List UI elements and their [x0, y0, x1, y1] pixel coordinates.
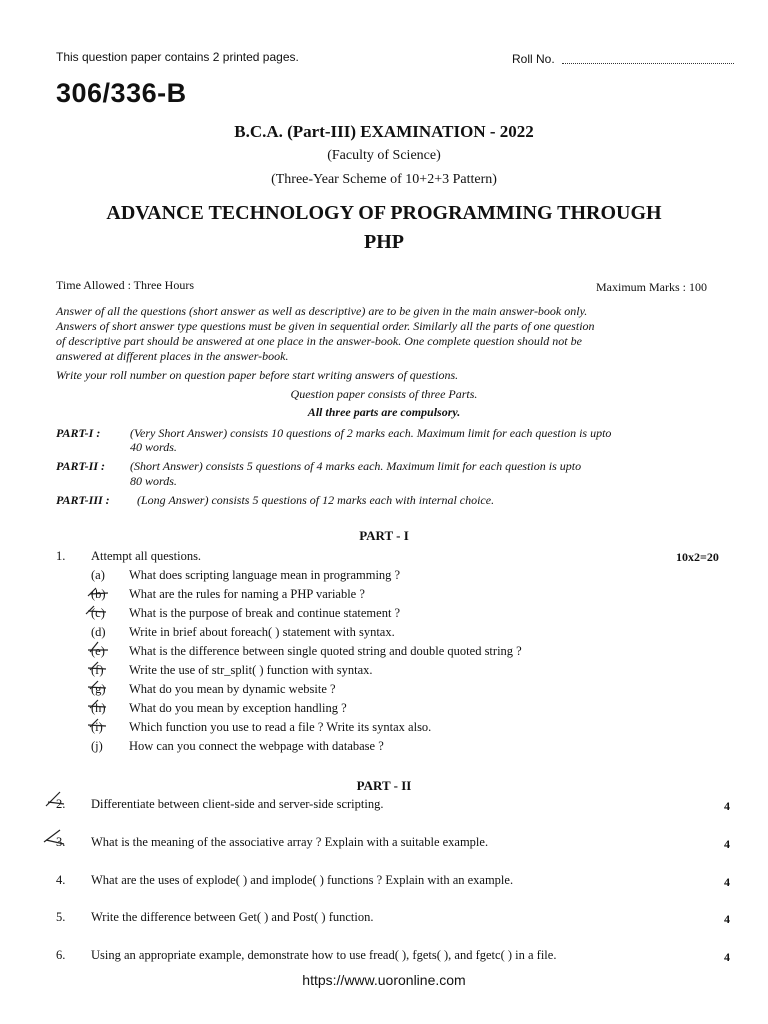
subject-title-line1: ADVANCE TECHNOLOGY OF PROGRAMMING THROUGH: [106, 202, 662, 224]
part2-heading: PART - II: [356, 778, 412, 793]
question-text: Write the difference between Get( ) and Post( ) function.: [91, 910, 374, 924]
sub-question-text: What does scripting language mean in programming ?: [129, 568, 401, 582]
question-text: What are the uses of explode( ) and implode( ) functions ? Explain with an example.: [91, 873, 514, 887]
parts-compulsory: All three parts are compulsory.: [307, 405, 461, 419]
exam-title: B.C.A. (Part-III) EXAMINATION - 2022: [234, 122, 534, 141]
part1-desc-line: (Very Short Answer) consists 10 questions of 2 marks each. Maximum limit for each question is upto: [130, 426, 612, 440]
part2-desc-line: 80 words.: [130, 474, 177, 488]
time-allowed: Time Allowed : Three Hours: [56, 278, 194, 292]
sub-question-label: (a): [91, 568, 105, 582]
handwritten-marks: [40, 790, 70, 850]
question-marks: 4: [724, 799, 730, 813]
part2-label: PART-II :: [56, 459, 106, 473]
part1-heading: PART - I: [359, 528, 409, 543]
question-text: What is the meaning of the associative array ? Explain with a suitable example.: [91, 835, 489, 849]
question-number: 4.: [56, 873, 66, 887]
question-marks: 4: [724, 837, 730, 851]
footer-url: https://www.uoronline.com: [302, 972, 466, 988]
scheme-line: (Three-Year Scheme of 10+2+3 Pattern): [271, 172, 497, 187]
instruction-line: of descriptive part should be answered at one place in the answer-book. One complete question should not be: [56, 334, 582, 348]
sub-question-text: What is the difference between single quoted string and double quoted string ?: [129, 644, 522, 658]
question-text: Differentiate between client-side and server-side scripting.: [91, 797, 384, 811]
maximum-marks: Maximum Marks : 100: [596, 280, 707, 294]
instruction-line: answered at different places in the answer-book.: [56, 349, 289, 363]
faculty-line: (Faculty of Science): [327, 148, 441, 163]
pages-note: This question paper contains 2 printed pages.: [56, 50, 299, 64]
part3-label: PART-III :: [56, 493, 110, 507]
question-marks: 4: [724, 875, 730, 889]
sub-question-text: Write the use of str_split( ) function with syntax.: [129, 663, 373, 677]
subject-title-line2: PHP: [364, 231, 404, 253]
instruction-line: Answer of all the questions (short answer as well as descriptive) are to be given in the main answer-book only.: [56, 304, 588, 318]
parts-count: Question paper consists of three Parts.: [290, 387, 478, 401]
sub-question-label: (f): [91, 663, 104, 677]
instruction-line: Answers of short answer type questions must be given in sequential order. Similarly all the parts of one question: [56, 319, 595, 333]
part3-desc-line: (Long Answer) consists 5 questions of 12 marks each with internal choice.: [137, 493, 495, 507]
question-number: 5.: [56, 910, 66, 924]
sub-question-label: (b): [91, 587, 106, 601]
handwritten-marks: [84, 584, 114, 744]
sub-question-label: (j): [91, 739, 103, 753]
sub-question-text: Which function you use to read a file ? Write its syntax also.: [129, 720, 432, 734]
question-marks: 4: [724, 950, 730, 964]
sub-question-label: (d): [91, 625, 106, 639]
sub-question-text: What is the purpose of break and continue statement ?: [129, 606, 401, 620]
instruction-roll: Write your roll number on question paper before start writing answers of questions.: [56, 368, 459, 382]
question-marks: 10x2=20: [676, 550, 719, 564]
sub-question-label: (g): [91, 682, 106, 696]
roll-number-label: [512, 52, 734, 66]
sub-question-label: (e): [91, 644, 105, 658]
sub-question-label: (c): [91, 606, 105, 620]
roll-label: Roll No.: [512, 52, 555, 66]
part1-desc-line: 40 words.: [130, 440, 177, 454]
paper-code: 306/336-B: [56, 78, 187, 108]
roll-number-blank: [562, 63, 734, 64]
question-number: 1.: [56, 549, 66, 563]
sub-question-label: (i): [91, 720, 103, 734]
question-text: Using an appropriate example, demonstrate how to use fread( ), fgets( ), and fgetc( ) in a file.: [91, 948, 557, 962]
sub-question-text: How can you connect the webpage with database ?: [129, 739, 384, 753]
question-text: Attempt all questions.: [91, 549, 202, 563]
question-marks: 4: [724, 912, 730, 926]
question-number: 2.: [56, 797, 66, 811]
sub-question-text: What are the rules for naming a PHP variable ?: [129, 587, 365, 601]
question-number: 6.: [56, 948, 66, 962]
sub-question-text: What do you mean by dynamic website ?: [129, 682, 336, 696]
question-number: 3.: [56, 835, 66, 849]
sub-question-label: (h): [91, 701, 106, 715]
sub-question-text: What do you mean by exception handling ?: [129, 701, 347, 715]
part1-label: PART-I :: [56, 426, 101, 440]
sub-question-text: Write in brief about foreach( ) statement with syntax.: [129, 625, 395, 639]
part2-desc-line: (Short Answer) consists 5 questions of 4 marks each. Maximum limit for each question is upto: [130, 459, 582, 473]
